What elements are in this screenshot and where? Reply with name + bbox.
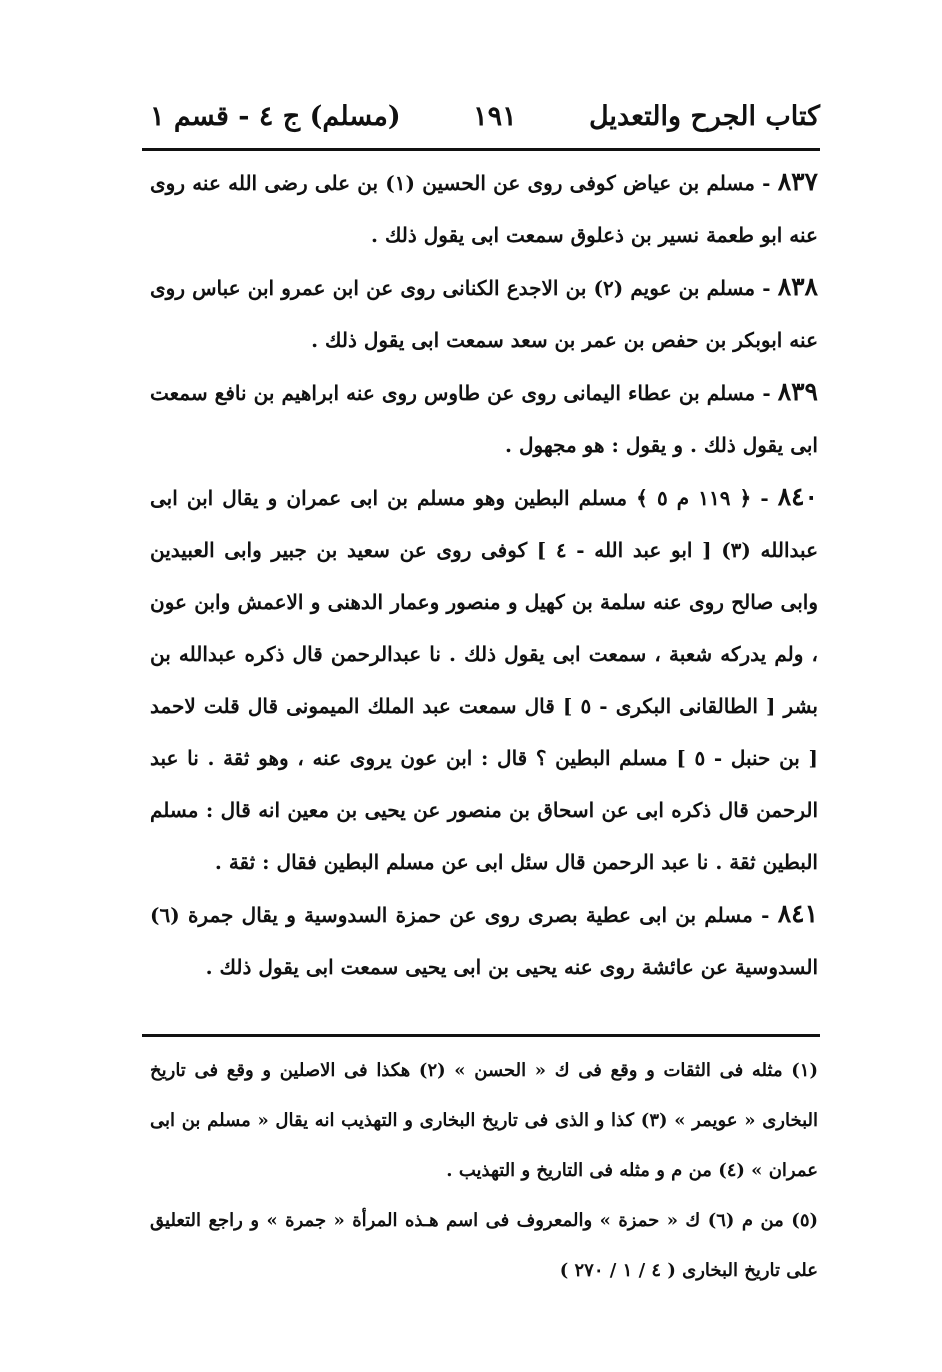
footnote-block-2: (٥) من م (٦) ك « حمزة » والمعروف فى اسم هـذه المرأة « جمرة » و راجع التعليق على تاريخ البخارى ( ٤ / ١ / ٢٧٠ ) <box>150 1210 819 1281</box>
entry-number: ٨٣٧ <box>777 167 818 196</box>
footnote-rule <box>142 1034 820 1037</box>
entry-text: - ﴿ ١١٩ م ٥ ﴾ مسلم البطين وهو مسلم بن ابى عمران و يقال ابن ابى عبدالله (٣) [ ابو عبد الله - ٤ ] كوفى روى عن سعيد بن جبير وابى العبيدين وابى صالح روى عنه سلمة بن كهيل و منصور وعمار الدهنى و الاعمش وابن عون ، ولم يدركه شعبة ، سمعت ابى يقول ذلك . نا عبدالرحمن قال ذكره عبدالله بن بشر [ الطالقانى البكرى - ٥ ] قال سمعت عبد الملك الميمونى قال قلت لاحمد [ بن حنبل - ٥ ] مسلم البطين ؟ قال : ابن عون يروى عنه ، وهو ثقة . نا عبد الرحمن قال ذكره ابى عن اسحاق بن منصور عن يحيى بن معين انه قال : مسلم البطين ثقة . نا عبد الرحمن قال سئل ابى عن مسلم البطين فقال : ثقة . <box>150 486 819 874</box>
entry-text: - مسلم بن عطاء اليمانى روى عن طاوس روى عنه ابراهيم بن نافع سمعت ابى يقول ذلك . و يقول : هو مجهول . <box>150 381 818 457</box>
entry-text: - مسلم بن عويم (٢) بن الاجدع الكنانى روى عن ابن عمرو ابن عباس روى عنه ابوبكر بن حفص بن عمر بن سعد سمعت ابى يقول ذلك . <box>150 276 818 352</box>
entry-840 <box>150 471 818 888</box>
book-title: كتاب الجرح والتعديل <box>588 100 820 132</box>
entry-number: ٨٤١ <box>777 899 819 928</box>
entries-body <box>150 156 818 993</box>
entry-838 <box>150 261 818 366</box>
entry-839 <box>150 366 818 471</box>
entry-text: - مسلم بن عياض كوفى روى عن الحسين (١) بن على رضى الله عنه روى عنه ابو طعمة نسير بن ذعلوق سمعت ابى يقول ذلك . <box>150 171 818 247</box>
page-number: ١٩١ <box>473 100 517 132</box>
entry-837 <box>150 156 818 261</box>
running-header <box>150 92 820 140</box>
entry-number: ٨٣٩ <box>777 377 818 406</box>
footnote-block-1: (١) مثله فى الثقات و وقع فى ك « الحسن » (٢) هكذا فى الاصلين و وقع فى تاريخ البخارى « عويمر » (٣) كذا و الذى فى تاريخ البخارى و التهذيب انه يقال « مسلم بن ابى عمران » (٤) من م و مثله فى التاريخ و التهذيب . <box>150 1060 818 1181</box>
entry-text: - مسلم بن ابى عطية بصرى روى عن حمزة السدوسية و يقال جمرة (٦) السدوسية عن عائشة روى عنه يحيى بن ابى يحيى سمعت ابى يقول ذلك . <box>150 903 818 979</box>
volume-part: (مسلم) ج ٤ - قسم ١ <box>150 100 401 132</box>
entry-841 <box>150 888 818 993</box>
entry-number: ٨٣٨ <box>777 272 818 301</box>
footnotes <box>150 1046 818 1296</box>
header-rule <box>142 148 820 151</box>
entry-number: ٨٤٠ <box>777 482 818 511</box>
